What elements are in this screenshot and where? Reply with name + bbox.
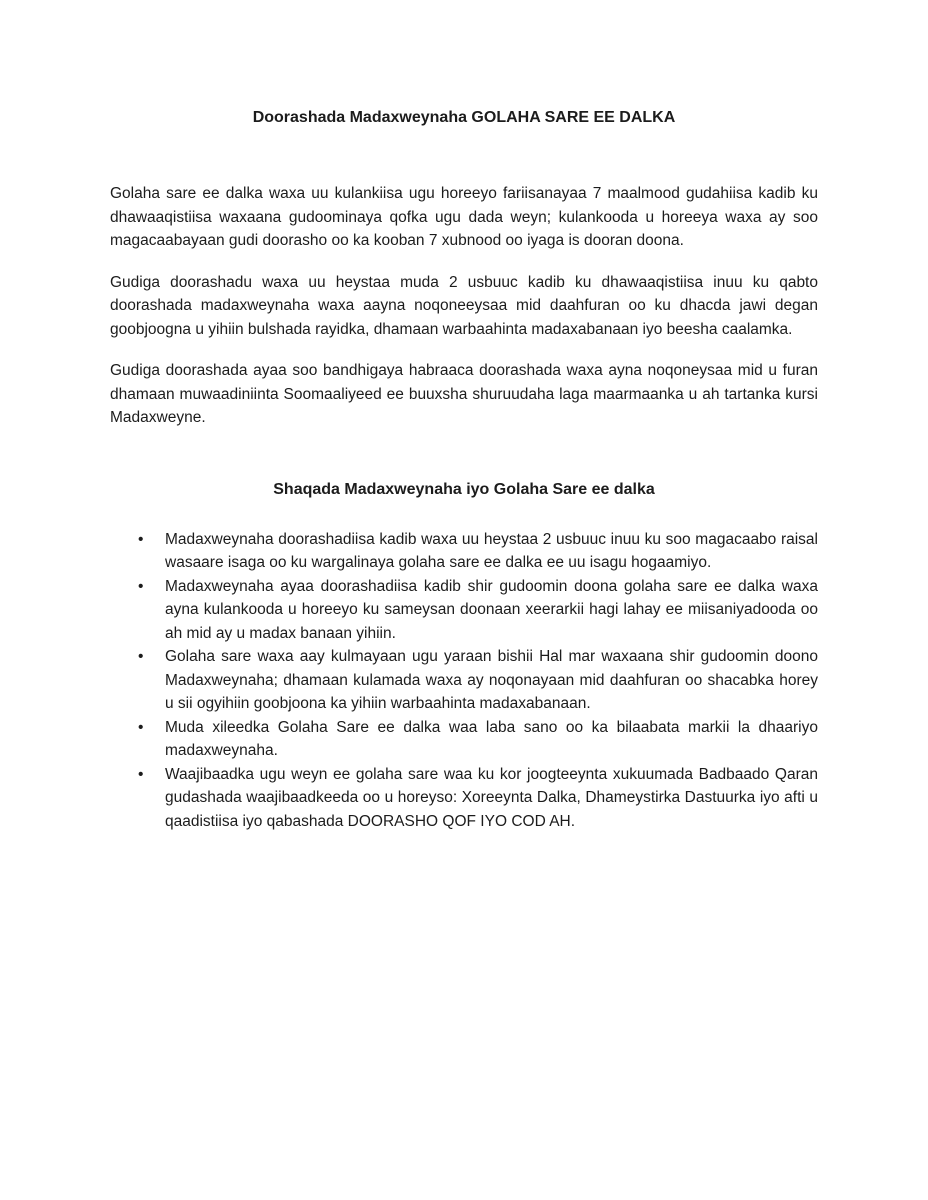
bullet-icon: • xyxy=(138,765,144,783)
bullet-icon: • xyxy=(138,718,144,736)
list-item xyxy=(110,763,818,834)
paragraph-3: Gudiga doorashada ayaa soo bandhigaya habraaca doorashada waxa ayna noqoneysaa mid u furan dhamaan muwaadiniinta Soomaaliyeed ee buuxsha shuruudaha laga maarmaanka u ah tartanka kursi Madaxweyne. xyxy=(110,362,818,426)
bullet-icon: • xyxy=(138,648,144,665)
list-item xyxy=(110,575,818,646)
paragraph-1: Golaha sare ee dalka waxa uu kulankiisa ugu horeeyo fariisanayaa 7 maalmood gudahiisa kadib ku dhawaaqistiisa waxaana gudoominaya qofka ugu dada weyn; kulankooda u horeeya waxa ay soo magacaabayaan gudi doorasho oo ka kooban 7 xubnood oo iyaga is dooran doona. xyxy=(110,185,818,249)
bullet-icon: • xyxy=(138,530,144,548)
bullet-icon: • xyxy=(138,577,144,595)
list-item-text: Golaha sare waxa aay kulmayaan ugu yaraan bishii Hal mar waxaana shir gudoomin doono Madaxweynaha; dhamaan kulamada waxa ay noqonayaan mid daahfuran oo shacabka horey u sii ogyihiin goobjoona ka yihiin warbaahinta madaxabanaan. xyxy=(165,648,818,712)
section-heading: Shaqada Madaxweynaha iyo Golaha Sare ee dalka xyxy=(273,480,655,498)
list-item xyxy=(110,716,818,763)
list-item-text: Muda xileedka Golaha Sare ee dalka waa laba sano oo ka bilaabata markii la dhaariyo madaxweynaha. xyxy=(165,718,818,759)
list-item xyxy=(110,645,818,716)
list-item-text: Madaxweynaha doorashadiisa kadib waxa uu heystaa 2 usbuuc inuu ku soo magacaabo raisal wasaare isaga oo ku wargalinaya golaha sare ee dalka ee uu isagu hogaamiyo. xyxy=(165,530,818,571)
list-item xyxy=(110,528,818,575)
list-item-text: Madaxweynaha ayaa doorashadiisa kadib shir gudoomin doona golaha sare ee dalka waxa ayna kulankooda u horeeyo ku sameysan doonaan xeerarkii hagi lahay ee miisaniyadooda oo ah mid ay u madax banaan yihiin. xyxy=(165,577,818,642)
bullet-list xyxy=(110,528,818,834)
paragraph-2: Gudiga doorashadu waxa uu heystaa muda 2 usbuuc kadib ku dhawaaqistiisa inuu ku qabto doorashada madaxweynaha waxa aayna noqoneeysaa mid daahfuran oo ku dhacda jawi degan goobjoogna u yihiin bulshada rayidka, dhamaan warbaahinta madaxabanaan iyo beesha caalamka. xyxy=(110,273,818,338)
document-title: Doorashada Madaxweynaha GOLAHA SARE EE DALKA xyxy=(252,109,676,126)
list-item-text: Waajibaadka ugu weyn ee golaha sare waa ku kor joogteeynta xukuumada Badbaado Qaran gudashada waajibaadkeeda oo u horeyso: Xoreeynta Dalka, Dhameystirka Dastuurka iyo afti u qaadistiisa iyo qabashada DOORASHO QOF IYO COD AH. xyxy=(165,765,818,830)
